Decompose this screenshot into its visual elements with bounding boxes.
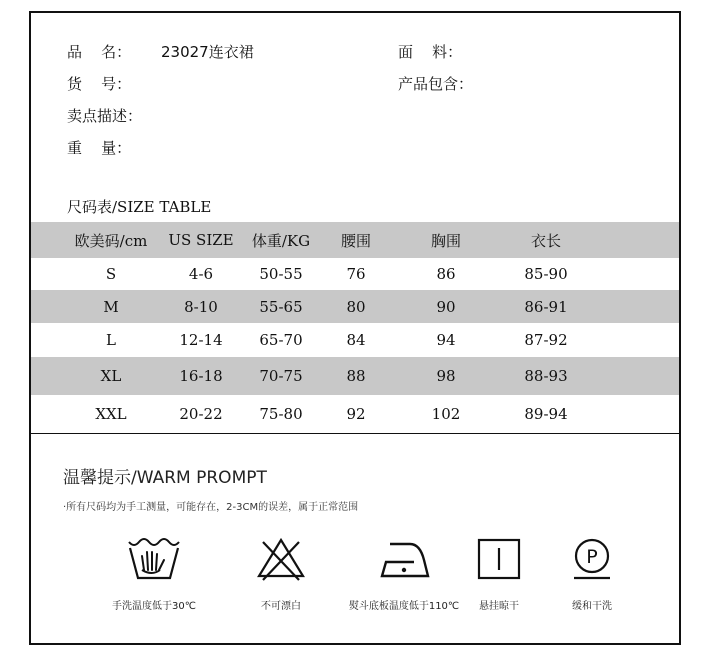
table-cell: 80 [346, 297, 366, 316]
table-cell: 87-92 [524, 331, 568, 349]
table-cell: 89-94 [524, 405, 568, 423]
table-cell: 8-10 [184, 297, 218, 316]
table-cell: 55-65 [259, 297, 303, 316]
table-cell: 84 [346, 331, 366, 349]
table-cell: 50-55 [259, 265, 303, 283]
section-divider [31, 433, 679, 434]
table-cell: 4-6 [188, 265, 214, 283]
table-cell: 12-14 [179, 331, 223, 349]
selling-points-label: 卖点描述： [67, 107, 143, 125]
table-cell: L [106, 331, 116, 349]
size-table-title: 尺码表/SIZE TABLE [67, 198, 212, 216]
fabric-label: 面 料： [398, 43, 463, 61]
care-item-dry-clean [527, 534, 657, 614]
table-cell: 75-80 [259, 405, 303, 423]
header-cell: 腰围 [340, 231, 371, 250]
table-row [31, 395, 679, 433]
iron-icon [374, 534, 434, 584]
care-label: 悬挂晾干 [479, 601, 519, 612]
table-cell: 16-18 [179, 367, 223, 385]
table-cell: 102 [431, 405, 461, 423]
table-cell: XXL [95, 405, 127, 423]
table-cell: 20-22 [179, 405, 223, 423]
table-cell: M [103, 297, 119, 316]
hang-dry-icon [469, 534, 529, 584]
header-cell: US SIZE [168, 231, 234, 249]
header-cell: 体重/KG [251, 231, 311, 250]
table-cell: 86 [436, 265, 456, 283]
table-cell: 98 [436, 367, 456, 385]
table-cell: 88-93 [524, 367, 568, 385]
table-cell: S [105, 265, 117, 283]
hand-wash-icon [124, 534, 184, 584]
care-item-hand-wash [89, 534, 219, 614]
table-cell: 94 [436, 331, 456, 349]
table-row [31, 357, 679, 395]
header-cell: 胸围 [430, 231, 461, 250]
table-cell: 88 [346, 367, 366, 385]
measurement-note: ·所有尺码均为手工测量，可能存在，2-3CM的误差，属于正常范围 [63, 502, 359, 513]
table-header-row [31, 222, 679, 258]
care-label: 不可漂白 [261, 601, 301, 612]
care-label: 缓和干洗 [572, 601, 612, 612]
table-row [31, 290, 679, 323]
weight-label: 重 量： [67, 139, 132, 157]
svg-text:P: P [586, 546, 598, 568]
table-cell: 70-75 [259, 367, 303, 385]
package-contents-label: 产品包含： [398, 75, 474, 93]
table-cell: 92 [346, 405, 366, 423]
header-cell: 欧美码/cm [74, 231, 148, 250]
care-item-no-bleach [216, 534, 346, 614]
table-cell: 85-90 [524, 265, 568, 283]
table-cell: 90 [436, 297, 456, 316]
table-row [31, 323, 679, 357]
table-cell: XL [100, 367, 122, 385]
table-row [31, 258, 679, 290]
header-cell: 衣长 [530, 231, 561, 250]
warm-prompt-title: 温馨提示/WARM PROMPT [63, 468, 267, 488]
size-chart-card [29, 11, 681, 645]
table-cell: 86-91 [524, 297, 568, 316]
dry-clean-icon [562, 534, 622, 584]
item-number-label: 货 号： [67, 75, 132, 93]
care-label: 熨斗底板温度低于110℃ [348, 601, 460, 612]
product-name-label: 品 名： [67, 43, 132, 61]
no-bleach-icon [251, 534, 311, 584]
product-name-value: 23027连衣裙 [161, 43, 254, 61]
care-label: 手洗温度低于30℃ [112, 601, 196, 612]
table-cell: 65-70 [259, 331, 303, 349]
table-cell: 76 [346, 265, 366, 283]
